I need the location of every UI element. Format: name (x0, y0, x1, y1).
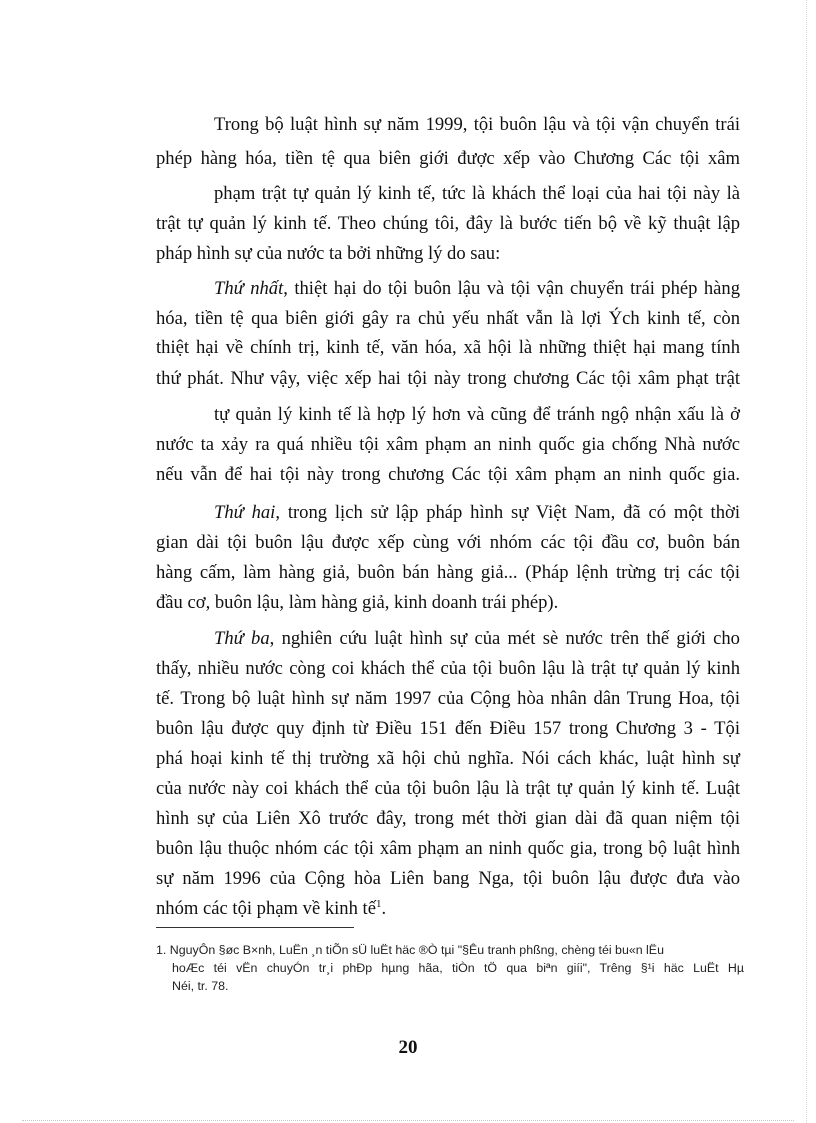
footnote-separator (156, 927, 354, 928)
paragraph-lead: Thứ ba (214, 628, 270, 649)
body-line: buôn lậu thuộc nhóm các tội xâm phạm an ninh quốc gia, trong bộ luật hình (156, 838, 740, 859)
body-line-text: , trong lịch sử lập pháp hình sự Việt Nam, đã có một thời (275, 502, 741, 523)
body-line: gian dài tội buôn lậu được xếp cùng với nhóm các tội đầu cơ, buôn bán (156, 532, 740, 553)
body-line-tail: . (381, 898, 387, 919)
body-line: tế. Trong bộ luật hình sự năm 1997 của Cộng hòa nhân dân Trung Hoa, tội (156, 688, 740, 709)
body-line: sự năm 1996 của Cộng hòa Liên bang Nga, tội buôn lậu được đưa vào (156, 868, 740, 889)
body-line: hóa, tiền tệ qua biên giới gây ra chủ yếu nhất vẫn là lợi Ých kinh tế, còn (156, 308, 740, 329)
paragraph-lead: Thứ hai (214, 502, 276, 523)
body-line: hình sự của Liên Xô trước đây, trong mét thời gian dài đã quan niệm tội (156, 808, 740, 829)
body-line: đầu cơ, buôn lậu, làm hàng giả, kinh doanh trái phép). (156, 592, 559, 613)
body-line: tự quản lý kinh tế là hợp lý hơn và cũng để tránh ngộ nhận xấu là ở (214, 404, 740, 425)
paragraph-lead: Thứ nhất (214, 278, 284, 299)
page-number: 20 (398, 1037, 418, 1058)
body-line: nước ta xảy ra quá nhiều tội xâm phạm an ninh quốc gia chống Nhà nước (156, 434, 740, 455)
body-line: Trong bộ luật hình sự năm 1999, tội buôn lậu và tội vận chuyển trái (214, 114, 740, 135)
body-line-text: , thiệt hại do tội buôn lậu và tội vận chuyển trái phép hàng (283, 278, 741, 299)
body-line-text: , nghiên cứu luật hình sự của mét sè nước trên thế giới cho (269, 628, 740, 649)
body-line: hàng cấm, làm hàng giả, buôn bán hàng giả... (Pháp lệnh trừng trị các tội (156, 562, 740, 583)
footnote-marker[interactable]: 1 (375, 897, 382, 910)
body-line: buôn lậu được quy định từ Điều 151 đến Điều 157 trong Chương 3 - Tội (156, 718, 740, 739)
body-line (214, 276, 740, 302)
body-line: của nước này coi khách thể của tội buôn lậu là trật tự quản lý kinh tế. Luật (156, 778, 740, 799)
body-line (214, 500, 740, 526)
body-line: trật tự quản lý kinh tế. Theo chúng tôi, đây là bước tiến bộ về kỹ thuật lập (156, 213, 740, 234)
body-line: phạm trật tự quản lý kinh tế, tức là khách thể loại của hai tội này là (214, 183, 740, 204)
body-line (156, 896, 740, 922)
footnote-line: Néi, tr. 78. (172, 979, 229, 993)
body-line (214, 626, 740, 652)
body-line: nếu vẫn để hai tội này trong chương Các tội xâm phạm an ninh quốc gia. (156, 464, 740, 485)
footnote-line: 1. NguyÔn §øc B×nh, LuËn ¸n tiÕn sÜ luËt häc ®Ò tµi "§Êu tranh phßng, chèng téi bu«n lËu (156, 943, 664, 957)
body-line: thấy, nhiều nước còng coi khách thể của tội buôn lậu là trật tự quản lý kinh (156, 658, 740, 679)
body-line-text: nhóm các tội phạm về kinh tế (156, 898, 376, 919)
body-line: thiệt hại về chính trị, kinh tế, văn hóa, xã hội là những thiệt hại mang tính (156, 337, 740, 358)
body-line: phép hàng hóa, tiền tệ qua biên giới được xếp vào Chương Các tội xâm (156, 148, 740, 169)
page-right-border (806, 0, 807, 1123)
footnote-line: hoÆc téi vËn chuyÓn tr¸i phÐp hµng hãa, tiÒn tÖ qua biªn giíi", Trêng §¹i häc LuËt Hµ (172, 961, 744, 975)
page-bottom-border (22, 1120, 794, 1121)
body-line: thứ phát. Như vậy, việc xếp hai tội này trong chương Các tội xâm phạt trật (156, 368, 740, 389)
body-line: phá hoại kinh tế thị trường xã hội chủ nghĩa. Nói cách khác, luật hình sự (156, 748, 740, 769)
body-line: pháp hình sự của nước ta bởi những lý do sau: (156, 243, 501, 264)
